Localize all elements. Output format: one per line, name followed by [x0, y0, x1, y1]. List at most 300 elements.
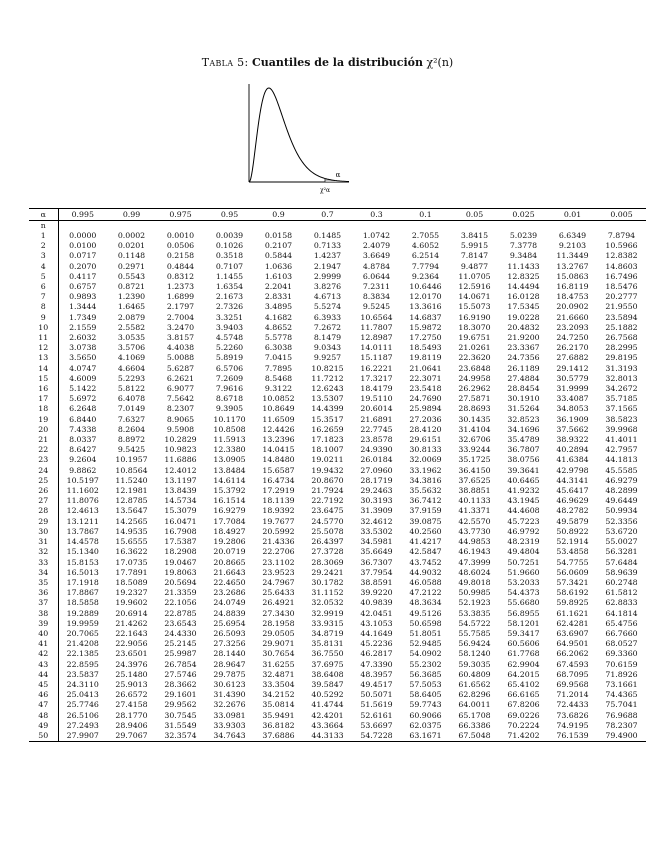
degrees-of-freedom: 39 [29, 619, 58, 629]
quantile-cell: 24.3110 [66, 679, 99, 689]
quantile-cell: 22.3071 [409, 373, 442, 383]
quantile-cell: 23.5894 [605, 312, 638, 322]
quantile-cell: 40.2560 [409, 526, 442, 536]
quantile-cell: 4.1069 [117, 353, 146, 363]
quantile-cell: 18.5089 [115, 577, 148, 587]
degrees-of-freedom: 37 [29, 598, 58, 608]
table-row [29, 302, 646, 312]
quantile-cell: 0.0100 [69, 241, 97, 251]
quantile-cell: 3.5650 [69, 353, 97, 363]
quantile-cell: 32.8013 [605, 373, 638, 383]
quantile-cell: 2.9999 [313, 271, 342, 281]
quantile-cell: 17.2750 [409, 333, 442, 343]
quantile-cell: 21.6643 [213, 567, 246, 577]
quantile-cell: 38.9322 [556, 435, 589, 445]
quantile-cell: 45.7223 [507, 516, 540, 526]
quantile-cell: 21.0261 [458, 343, 491, 353]
quantile-cell: 48.2899 [605, 486, 638, 496]
quantile-cell: 10.8215 [311, 363, 344, 373]
degrees-of-freedom: 43 [29, 660, 58, 670]
quantile-cell: 51.9660 [507, 567, 540, 577]
quantile-cell: 12.4426 [262, 424, 295, 434]
quantile-cell: 37.1565 [605, 404, 638, 414]
n-label-row [29, 221, 646, 232]
quantile-cell: 49.4804 [507, 547, 540, 557]
quantile-cell: 12.1981 [115, 486, 148, 496]
quantile-cell: 6.9077 [166, 384, 195, 394]
degrees-of-freedom: 11 [29, 333, 58, 343]
quantile-cell: 6.4078 [117, 394, 146, 404]
quantile-cell: 67.5048 [450, 731, 499, 742]
quantile-cell: 33.0981 [213, 710, 246, 720]
quantile-cell: 19.2806 [213, 537, 246, 547]
degrees-of-freedom: 29 [29, 517, 58, 527]
quantile-cell: 27.2493 [66, 720, 99, 730]
quantile-cell: 42.0451 [360, 608, 393, 618]
quantile-cell: 62.0375 [409, 720, 442, 730]
degrees-of-freedom: 41 [29, 639, 58, 649]
quantile-cell: 22.2706 [262, 547, 295, 557]
quantile-cell: 30.1782 [311, 577, 344, 587]
quantile-cell: 65.4756 [605, 618, 638, 628]
quantile-cell: 5.0239 [509, 231, 538, 240]
quantile-cell: 33.9303 [213, 720, 246, 730]
quantile-cell: 22.8785 [164, 608, 197, 618]
quantile-cell: 14.4494 [507, 282, 540, 292]
quantile-cell: 66.3386 [458, 720, 491, 730]
quantile-cell: 28.9647 [213, 659, 246, 669]
quantile-cell: 26.6572 [115, 690, 148, 700]
quantile-cell: 2.5582 [117, 322, 146, 332]
quantile-cell: 17.8867 [66, 588, 99, 598]
quantile-cell: 5.2260 [215, 343, 244, 353]
quantile-cell: 28.3069 [311, 557, 344, 567]
quantile-cell: 25.9013 [115, 679, 148, 689]
quantile-cell: 6.0644 [362, 271, 391, 281]
quantile-cell: 29.2421 [311, 567, 344, 577]
quantile-cell: 41.4217 [409, 537, 442, 547]
quantile-cell: 38.8591 [360, 577, 393, 587]
quantile-cell: 48.2319 [507, 537, 540, 547]
quantile-cell: 2.7004 [166, 312, 195, 322]
quantile-cell: 5.8919 [215, 353, 244, 363]
quantile-cell: 28.9406 [115, 720, 148, 730]
quantile-cell: 19.0467 [164, 557, 197, 567]
quantile-cell: 60.2748 [605, 577, 638, 587]
quantile-cell: 48.6024 [458, 567, 491, 577]
quantile-cell: 54.7228 [352, 731, 401, 742]
table-row [29, 364, 646, 374]
quantile-cell: 16.9279 [213, 506, 246, 516]
quantile-cell: 52.1914 [556, 537, 589, 547]
table-row [29, 588, 646, 598]
quantile-cell: 0.4844 [166, 261, 195, 271]
quantile-cell: 15.5073 [458, 302, 491, 312]
quantile-cell: 72.4433 [556, 700, 589, 710]
quantile-cell: 33.5302 [360, 526, 393, 536]
quantile-cell: 54.5722 [458, 618, 491, 628]
quantile-cell: 2.1947 [313, 261, 342, 271]
quantile-cell: 24.5770 [311, 516, 344, 526]
quantile-cell: 58.1240 [458, 649, 491, 659]
quantile-cell: 59.3035 [458, 659, 491, 669]
quantile-cell: 31.5549 [164, 720, 197, 730]
quantile-cell: 2.8331 [264, 292, 293, 302]
corner-alpha-label: α [29, 209, 58, 221]
quantile-cell: 16.1514 [213, 496, 246, 506]
quantile-cell: 3.8415 [460, 231, 489, 240]
quantile-cell: 10.0852 [262, 394, 295, 404]
quantile-cell: 41.6384 [556, 455, 589, 465]
degrees-of-freedom: 48 [29, 711, 58, 721]
quantile-cell: 35.0814 [262, 700, 295, 710]
quantile-cell: 79.4900 [597, 731, 646, 742]
quantile-cell: 44.3141 [556, 475, 589, 485]
quantile-cell: 12.0170 [409, 292, 442, 302]
quantile-cell: 26.2170 [556, 343, 589, 353]
table-row [29, 517, 646, 527]
quantile-cell: 60.5606 [507, 639, 540, 649]
quantile-cell: 61.5812 [605, 588, 638, 598]
quantile-cell: 51.5619 [360, 700, 393, 710]
quantile-cell: 26.4397 [311, 537, 344, 547]
quantile-cell: 14.5734 [164, 496, 197, 506]
quantile-cell: 53.6697 [360, 720, 393, 730]
table-row [29, 241, 646, 251]
quantile-cell: 0.0010 [166, 231, 195, 240]
quantile-cell: 63.1671 [401, 731, 450, 742]
table-row [29, 404, 646, 414]
quantile-cell: 42.5570 [458, 516, 491, 526]
quantile-cell: 43.1945 [507, 496, 540, 506]
quantile-cell: 36.8182 [262, 720, 295, 730]
quantile-cell: 13.8439 [164, 486, 197, 496]
quantile-cell: 35.4789 [507, 435, 540, 445]
quantile-cell: 69.0226 [507, 710, 540, 720]
quantile-cell: 53.4858 [556, 547, 589, 557]
quantile-cell: 9.2604 [69, 455, 97, 465]
quantile-cell: 29.0505 [262, 628, 295, 638]
quantile-cell: 9.5245 [362, 302, 391, 312]
quantile-cell: 3.0738 [69, 343, 97, 353]
quantile-cell: 1.6465 [117, 302, 146, 312]
quantile-cell: 5.1422 [69, 384, 97, 394]
quantile-cell: 23.5418 [409, 384, 442, 394]
quantile-cell: 2.1797 [166, 302, 195, 312]
quantile-cell: 12.8785 [115, 496, 148, 506]
quantile-cell: 7.0415 [264, 353, 293, 363]
quantile-cell: 5.5778 [264, 333, 293, 343]
quantile-cell: 20.0902 [556, 302, 589, 312]
quantile-cell: 76.9688 [605, 710, 638, 720]
quantile-cell: 23.6848 [458, 363, 491, 373]
table-row [29, 506, 646, 516]
alpha-header: 0.95 [205, 209, 254, 221]
quantile-cell: 28.1770 [115, 710, 148, 720]
quantile-cell: 29.7875 [213, 669, 246, 679]
quantile-cell: 9.8862 [69, 465, 97, 475]
alpha-header: 0.995 [58, 209, 107, 221]
quantile-cell: 11.1602 [66, 486, 99, 496]
quantile-cell: 16.9190 [458, 312, 491, 322]
quantile-cell: 26.7854 [164, 659, 197, 669]
quantile-cell: 15.8153 [66, 557, 99, 567]
table-row [29, 476, 646, 486]
quantile-cell: 36.7807 [507, 445, 540, 455]
table-row [29, 333, 646, 343]
quantile-cell: 29.1412 [556, 363, 589, 373]
quantile-cell: 17.1823 [311, 435, 344, 445]
quantile-cell: 47.2122 [409, 588, 442, 598]
degrees-of-freedom: 14 [29, 364, 58, 374]
quantile-cell: 18.5858 [66, 598, 99, 608]
quantile-cell: 33.9315 [311, 618, 344, 628]
quantile-cell: 3.8276 [313, 282, 342, 292]
chi-square-density-figure [237, 82, 365, 202]
quantile-cell: 11.0705 [458, 271, 491, 281]
quantile-cell: 2.1559 [69, 322, 97, 332]
quantile-cell: 0.2107 [264, 241, 293, 251]
quantile-cell: 13.2396 [262, 435, 295, 445]
quantile-cell: 57.3421 [556, 577, 589, 587]
quantile-cell: 0.5543 [117, 271, 146, 281]
quantile-cell: 29.2463 [360, 486, 393, 496]
quantile-cell: 19.0211 [311, 455, 344, 465]
quantile-cell: 24.9958 [458, 373, 491, 383]
n-label: n [29, 221, 58, 232]
quantile-cell: 31.3909 [360, 506, 393, 516]
quantile-cell: 11.5240 [115, 475, 148, 485]
quantile-cell: 8.0337 [69, 435, 97, 445]
quantile-cell: 29.1601 [164, 690, 197, 700]
degrees-of-freedom: 21 [29, 435, 58, 445]
quantile-cell: 0.0039 [215, 231, 244, 240]
quantile-cell: 10.6564 [360, 312, 393, 322]
quantile-cell: 33.9244 [458, 445, 491, 455]
quantile-cell: 64.9501 [556, 639, 589, 649]
quantile-cell: 31.9999 [556, 384, 589, 394]
quantile-cell: 18.2908 [164, 547, 197, 557]
quantile-cell: 41.9232 [507, 486, 540, 496]
quantile-cell: 56.8955 [507, 608, 540, 618]
alpha-label: α [335, 171, 341, 179]
quantile-cell: 26.5106 [66, 710, 99, 720]
quantile-cell: 16.2221 [360, 363, 393, 373]
quantile-cell: 48.2782 [556, 506, 589, 516]
quantile-cell: 49.5126 [409, 608, 442, 618]
table-row [29, 445, 646, 455]
quantile-cell: 36.7412 [409, 496, 442, 506]
quantile-cell: 17.7084 [213, 516, 246, 526]
table-row [29, 700, 646, 710]
quantile-cell: 0.3518 [215, 251, 244, 261]
quantile-cell: 10.8649 [262, 404, 295, 414]
quantile-cell: 26.0184 [360, 455, 393, 465]
quantile-cell: 40.9839 [360, 598, 393, 608]
quantile-cell: 66.2062 [556, 649, 589, 659]
quantile-cell: 53.3835 [458, 608, 491, 618]
degrees-of-freedom: 44 [29, 670, 58, 680]
quantile-cell: 59.8925 [556, 598, 589, 608]
quantile-cell: 3.3251 [215, 312, 244, 322]
quantile-cell: 40.1133 [458, 496, 491, 506]
caption-symbol: χ²(n) [426, 56, 454, 69]
quantile-cell: 42.4201 [311, 710, 344, 720]
degrees-of-freedom: 36 [29, 588, 58, 598]
quantile-cell: 16.8119 [556, 282, 589, 292]
quantile-cell: 30.5779 [556, 373, 589, 383]
quantile-cell: 20.7065 [66, 628, 99, 638]
quantile-cell: 37.6525 [458, 475, 491, 485]
degrees-of-freedom: 45 [29, 680, 58, 690]
degrees-of-freedom: 35 [29, 578, 58, 588]
quantile-cell: 12.8987 [360, 333, 393, 343]
quantile-cell: 40.6465 [507, 475, 540, 485]
quantile-cell: 56.9424 [458, 639, 491, 649]
quantile-cell: 70.6159 [605, 659, 638, 669]
quantile-cell: 27.2036 [409, 414, 442, 424]
quantile-cell: 15.3079 [164, 506, 197, 516]
quantile-cell: 44.9032 [409, 567, 442, 577]
quantile-cell: 8.3834 [362, 292, 391, 302]
quantile-cell: 20.4832 [507, 322, 540, 332]
quantile-cell: 24.0749 [213, 598, 246, 608]
quantile-cell: 10.1170 [213, 414, 246, 424]
quantile-cell: 1.2373 [166, 282, 195, 292]
quantile-cell: 32.3574 [156, 731, 205, 742]
quantile-cell: 24.4330 [164, 628, 197, 638]
degrees-of-freedom: 33 [29, 558, 58, 568]
quantile-cell: 30.1435 [458, 414, 491, 424]
table-row [29, 527, 646, 537]
degrees-of-freedom: 26 [29, 486, 58, 496]
quantile-cell: 23.2686 [213, 588, 246, 598]
quantile-cell: 20.8670 [311, 475, 344, 485]
quantile-cell: 3.2470 [166, 322, 195, 332]
quantile-cell: 22.7192 [311, 496, 344, 506]
quantile-cell: 39.3641 [507, 465, 540, 475]
quantile-cell: 16.0128 [507, 292, 540, 302]
quantile-cell: 8.2307 [166, 404, 195, 414]
quantile-cell: 55.7585 [458, 628, 491, 638]
quantile-cell: 37.6975 [311, 659, 344, 669]
quantile-cell: 1.2390 [117, 292, 146, 302]
quantile-cell: 28.3662 [164, 679, 197, 689]
table-row [29, 282, 646, 292]
degrees-of-freedom: 6 [29, 282, 58, 292]
table-row [29, 558, 646, 568]
quantile-cell: 17.2919 [262, 486, 295, 496]
quantile-cell: 30.3193 [360, 496, 393, 506]
quantile-cell: 70.2224 [507, 720, 540, 730]
quantile-cell: 14.4578 [66, 537, 99, 547]
quantile-cell: 31.4104 [458, 424, 491, 434]
quantile-cell: 29.9071 [262, 639, 295, 649]
quantile-cell: 25.2145 [164, 639, 197, 649]
quantile-cell: 7.7794 [411, 261, 440, 271]
quantile-cell: 4.1682 [264, 312, 293, 322]
table-row [29, 292, 646, 302]
degrees-of-freedom: 20 [29, 425, 58, 435]
quantile-cell: 62.8833 [605, 598, 638, 608]
quantile-cell: 7.0149 [117, 404, 146, 414]
quantile-cell: 52.9485 [409, 639, 442, 649]
quantile-cell: 10.5966 [605, 241, 638, 251]
quantile-cell: 32.2676 [213, 700, 246, 710]
quantile-cell: 26.7568 [605, 333, 638, 343]
quantile-cell: 30.8133 [409, 445, 442, 455]
quantile-cell: 17.5345 [507, 302, 540, 312]
quantile-cell: 57.6484 [605, 557, 638, 567]
quantile-cell: 9.4877 [460, 261, 489, 271]
quantile-cell: 74.9195 [556, 720, 589, 730]
quantile-cell: 58.9639 [605, 567, 638, 577]
quantile-cell: 10.1957 [115, 455, 148, 465]
table-row [29, 435, 646, 445]
quantile-cell: 61.1621 [556, 608, 589, 618]
quantile-cell: 12.3380 [213, 445, 246, 455]
quantile-cell: 62.4281 [556, 618, 589, 628]
quantile-cell: 21.6660 [556, 312, 589, 322]
quantile-cell: 21.3359 [164, 588, 197, 598]
quantile-cell: 21.9550 [605, 302, 638, 312]
quantile-cell: 67.8206 [507, 700, 540, 710]
quantile-cell: 17.5387 [164, 537, 197, 547]
quantile-cell: 56.3281 [605, 547, 638, 557]
quantile-cell: 18.4753 [556, 292, 589, 302]
table-row [29, 394, 646, 404]
degrees-of-freedom: 5 [29, 272, 58, 282]
quantile-cell: 20.5992 [262, 526, 295, 536]
quantile-cell: 60.9066 [409, 710, 442, 720]
quantile-cell: 19.2327 [115, 588, 148, 598]
quantile-cell: 13.3616 [409, 302, 442, 312]
quantile-cell: 65.1708 [458, 710, 491, 720]
quantile-cell: 38.5823 [605, 414, 638, 424]
quantile-cell: 32.0532 [311, 598, 344, 608]
degrees-of-freedom: 46 [29, 690, 58, 700]
degrees-of-freedom: 3 [29, 251, 58, 261]
quantile-cell: 31.1152 [311, 588, 344, 598]
quantile-cell: 43.1053 [360, 618, 393, 628]
quantile-cell: 25.9987 [164, 649, 197, 659]
quantile-cell: 21.0641 [409, 363, 442, 373]
degrees-of-freedom: 9 [29, 313, 58, 323]
quantile-cell: 21.6891 [360, 414, 393, 424]
table-row [29, 690, 646, 700]
quantile-cell: 16.7496 [605, 271, 638, 281]
quantile-cell: 2.6032 [69, 333, 97, 343]
quantile-cell: 28.4120 [409, 424, 442, 434]
quantile-cell: 18.9392 [262, 506, 295, 516]
table-row [29, 721, 646, 731]
quantile-cell: 4.0747 [69, 363, 97, 373]
quantile-cell: 3.4895 [264, 302, 293, 312]
quantile-cell: 23.9523 [262, 567, 295, 577]
quantile-cell: 1.1455 [215, 271, 244, 281]
quantile-cell: 26.1189 [507, 363, 540, 373]
table-row [29, 455, 646, 465]
quantile-cell: 9.9257 [313, 353, 342, 363]
quantile-cell: 16.3622 [115, 547, 148, 557]
quantile-cell: 14.0671 [458, 292, 491, 302]
quantile-cell: 39.5847 [311, 679, 344, 689]
quantile-cell: 56.0609 [556, 567, 589, 577]
table-caption [0, 56, 655, 69]
quantile-cell: 0.0717 [69, 251, 97, 261]
quantile-cell: 25.0413 [66, 690, 99, 700]
quantile-cell: 1.3444 [69, 302, 97, 312]
